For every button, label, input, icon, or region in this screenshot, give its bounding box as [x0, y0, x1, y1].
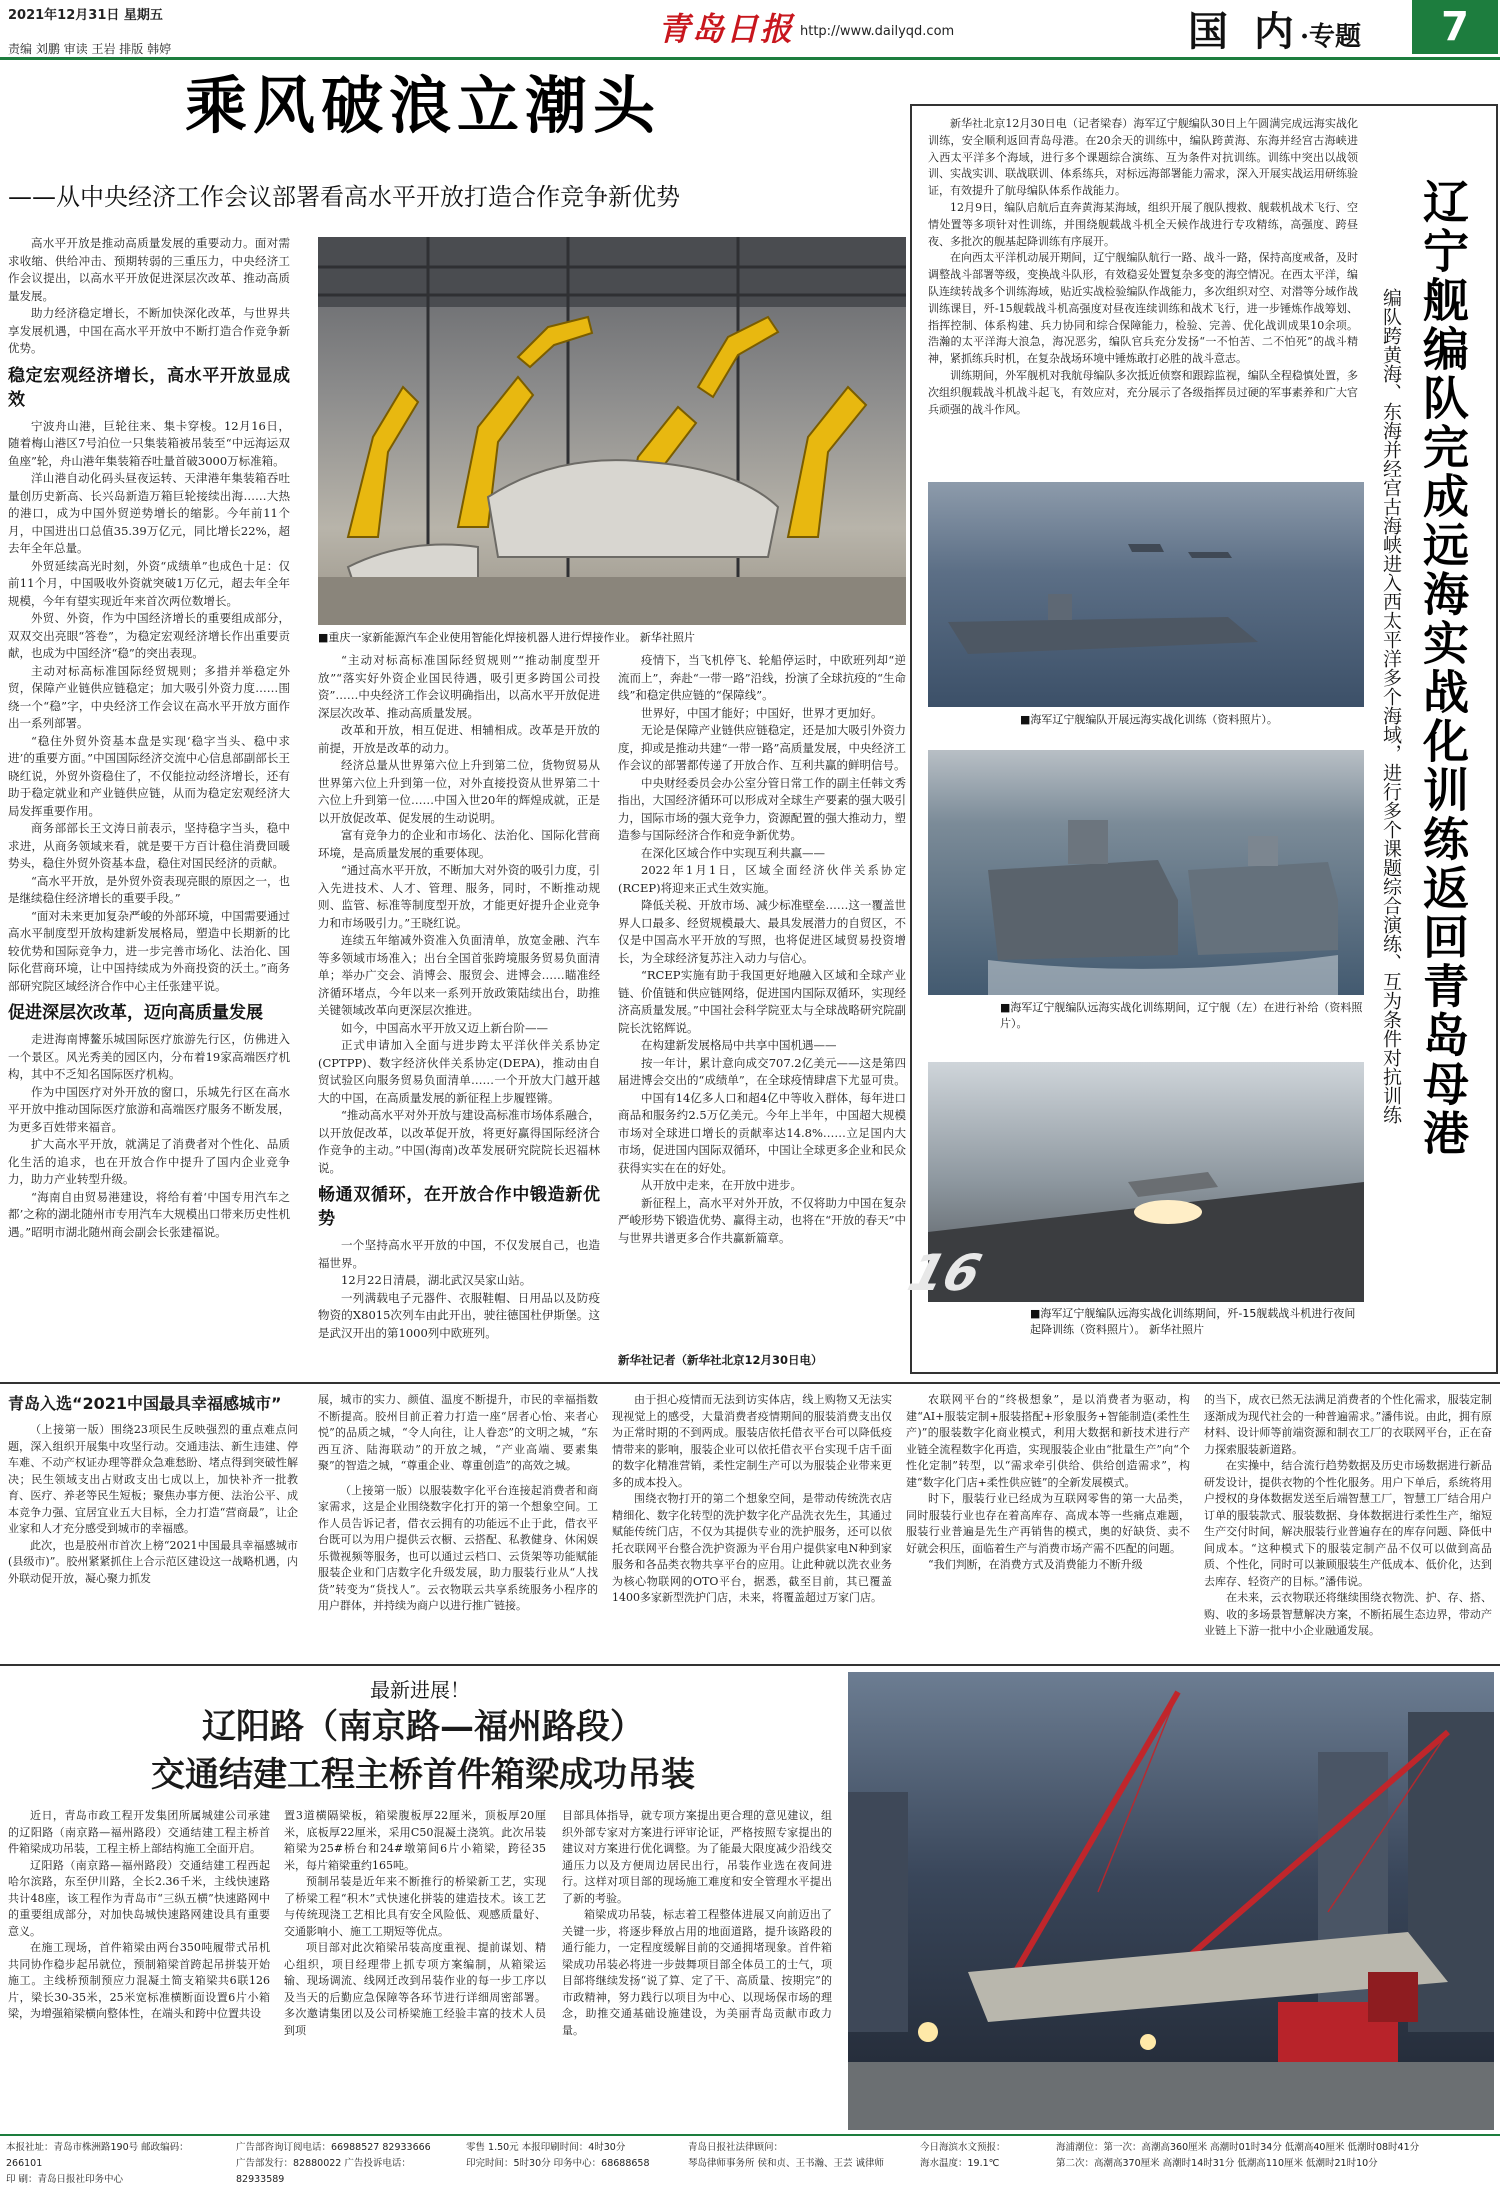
lead-column-2	[318, 652, 600, 1372]
section-divider	[0, 1664, 1500, 1666]
footer-address: 本报社址：青岛市株洲路190号 邮政编码：266101 印 刷：青岛日报社印务中心	[6, 2142, 189, 2185]
paragraph: 农联网平台的“终极想象”，是以消费者为驱动，构建“AI+服装定制+服装搭配+形象服务+智能制造(柔性生产)”的服装数字化商业模式，利用大数据和新技术进行产业链全流程数字化再造，实现服装企业由“批量生产”向“个性化定制”转型，以“需求牵引供给、供给创造需求”，构建“数字化门店+柔性供应链”的全新发展模式。	[906, 1393, 1190, 1489]
footer-tide: 海浦潮位：第一次：高潮高360厘米 高潮时01时34分 低潮高40厘米 低潮时08时41分 第二次：高潮高370厘米 高潮时14时31分 低潮高110厘米 低潮时21时10分	[1056, 2142, 1420, 2169]
paragraph: “面对未来更加复杂严峻的外部环境，中国需要通过高水平制度型开放构建新发展格局，塑造中长期新的比较优势和国际竞争力，进一步完善市场化、法治化、国际化营商环境，让中国持续成为外商投资的沃土。”商务部研究院区域经济合作中心主任张建平说。	[8, 908, 290, 993]
paragraph: 项目部对此次箱梁吊装高度重视、提前谋划、精心组织，项目经理带上抓专项方案编制，从箱梁运输、现场调流、线网迁改到吊装作业的每一步工序以及当天的后勤应急保障等各环节进行详细周密部署。多次邀请集团以及公司桥梁施工经验丰富的技术人员到项	[284, 1941, 546, 2037]
paragraph: “推动高水平对外开放与建设高标准市场体系融合，以开放促改革，以改革促开放，将更好赢得国际经济合作竞争的主动。”中国(海南)改革发展研究院院长迟福林说。	[318, 1108, 600, 1175]
navy-photo-caption-1: ■海军辽宁舰编队开展远海实战化训练（资料照片）。	[1020, 713, 1278, 726]
paragraph: 作为中国医疗对外开放的窗口，乐城先行区在高水平开放中推动国际医疗旅游和高端医疗服务不断发展，为更多百姓带来福音。	[8, 1084, 290, 1134]
paragraph: 外贸延续高光时刻，外资“成绩单”也成色十足：仅前11个月，中国吸收外资就突破1万亿元，超去年全年规模，今年有望实现近年来首次两位数增长。	[8, 558, 290, 608]
carrier-photo-svg	[928, 482, 1364, 707]
paragraph: 按一年计，累计意向成交707.2亿美元——这是第四届进博会交出的“成绩单”，在全球疫情肆虐下尤显可贵。	[618, 1055, 906, 1087]
section-subname: ·专题	[1299, 22, 1361, 52]
footer-hydro: 今日海滨水文预报： 海水温度：19.1℃	[920, 2142, 1006, 2169]
paragraph: 近日，青岛市政工程开发集团所属城建公司承建的辽阳路（南京路—福州路段）交通结建工程主桥首件箱梁成功吊装，工程主桥上部结构施工全面开启。	[8, 1809, 270, 1855]
jet-photo-svg	[895, 1062, 1364, 1303]
paragraph: （上接第一版）以服装数字化平台连接起消费者和商家需求，这是企业围绕数字化打开的第一个想象空间。工作人员告诉记者，借衣云拥有的功能远不止于此，借衣平台既可以为用户提供云衣橱、云搭配、私教健身、休闲娱乐微视频等服务，也可以通过云档口、云货架等功能赋能服装企业和门店数字化升级发展，助力服装行业从“人找货”转变为“货找人”。云衣物联云共享系统服务小程序的用户群体，并持续为商户以进行推广链接。	[318, 1483, 598, 1612]
paragraph: 正式申请加入全面与进步跨太平洋伙伴关系协定(CPTPP)、数字经济伙伴关系协定(DEPA)，推动由自贸试验区向服务贸易负面清单……一个开放大门越开越大的中国，在高质量发展的新征程上步履铿锵。	[318, 1038, 600, 1105]
paragraph: 时下，服装行业已经成为互联网零售的第一大品类，同时服装行业也存在着高库存、高成本等一些痛点难题，服装行业普遍是先生产再销售的模式，奥的好缺货、卖不好就会积压，面临着生产与消费市场产需不匹配的问题。	[906, 1492, 1190, 1555]
lead-headline: 乘风破浪立潮头	[185, 69, 662, 142]
paragraph: （上接第一版）围绕23项民生反映强烈的重点难点问题，深入组织开展集中攻坚行动。交通违法、新生违建、停车难、不动产权证办理等群众急难愁盼、堵点得到突破性解决；民生领域支出占财政支出七成以上，加快补齐一批教育、医疗、养老等民生短板；聚焦办事方便、法治公平、成本竞争力强、宜居宜业五大目标，全力打造“营商最”，让企业家和人才充分感受到城市的幸福感。	[8, 1423, 298, 1535]
bridge-headline-line-2: 交通结建工程主桥首件箱梁成功吊装	[151, 1755, 695, 1795]
paragraph: 训练期间，外军舰机对我航母编队多次抵近侦察和跟踪监视，编队全程稳慎处置，多次组织舰载战斗机战斗起飞，有效应对，充分展示了各级指挥员过硬的军事素养和广大官兵顽强的战斗作风。	[928, 368, 1358, 416]
paragraph: 高水平开放是推动高质量发展的重要动力。面对需求收缩、供给冲击、预期转弱的三重压力，中央经济工作会议提出，以高水平开放促进深层次改革、推动高质量发展。	[8, 236, 290, 303]
paragraph: 主动对标高标准国际经贸规则；多措并举稳定外贸，保障产业链供应链稳定；加大吸引外资力度……围绕一个“稳”字，中央经济工作会议在高水平开放方面作出一系列部署。	[8, 663, 290, 730]
qingdao-column-1	[8, 1422, 298, 1658]
factory-robot-photo	[318, 237, 906, 625]
navy-subheadline: 编队跨黄海、东海并经宫古海峡进入西太平洋多个海域，进行多个课题综合演练、互为条件对抗训练	[1380, 288, 1402, 1124]
bridge-column-3	[562, 1808, 832, 2128]
paragraph: 在深化区域合作中实现互利共赢——	[641, 845, 825, 860]
paragraph: 在构建新发展格局中共享中国机遇——	[641, 1038, 837, 1052]
qingdao-column-4	[906, 1392, 1190, 1658]
paragraph: 的当下，成衣已然无法满足消费者的个性化需求，服装定制逐渐成为现代社会的一种普遍需求。”潘伟说。由此，拥有原材料、设计师等前端资源和制衣工厂的衣联网平台，正在奋力探索服装新道路。	[1204, 1393, 1492, 1456]
paragraph: 箱梁成功吊装，标志着工程整体进展又向前迈出了关键一步，将逐步释放占用的地面道路，提升该路段的通行能力，一定程度缓解目前的交通拥堵现象。首件箱梁成功吊装必将进一步鼓舞项目部全体员工的士气，项目部将继续发扬“说了算、定了干、高质量、按期完”的市政精神，努力践行以项目为中心、以现场保市场的理念，助推交通基础设施建设，为美丽青岛贡献市政力量。	[562, 1908, 832, 2037]
qingdao-column-5	[1204, 1392, 1492, 1658]
page-number: 7	[1441, 4, 1469, 50]
paragraph: “高水平开放，是外贸外资表现亮眼的原因之一，也是继续稳住经济增长的重要手段。”	[8, 873, 290, 905]
lead-column-1	[8, 235, 290, 1385]
lead-subhead: ——从中央经济工作会议部署看高水平开放打造合作竞争新优势	[8, 183, 680, 211]
paragraph: 降低关税、开放市场、减少标准壁垒……这一覆盖世界人口最多、经贸规模最大、最具发展潜力的自贸区，不仅是中国高水平开放的写照，也将促进区域贸易投资增长，为全球经济复苏注入动力与信心。	[618, 898, 906, 965]
paragraph: 如今，中国高水平开放又迈上新台阶——	[341, 1020, 548, 1035]
paragraph: 经济总量从世界第六位上升到第二位，货物贸易从世界第六位上升到第一位，对外直接投资从世界第二十六位上升到第一位……中国入世20年的辉煌成就，正是以开放促改革、促发展的生动说明。	[318, 758, 600, 825]
masthead-rule	[0, 57, 1500, 60]
paragraph: “我们判断，在消费方式及消费能力不断升级	[928, 1558, 1143, 1571]
paragraph: 2022年1月1日，区域全面经济伙伴关系协定(RCEP)将迎来正式生效实施。	[618, 863, 906, 895]
paragraph: 无论是保障产业链供应链稳定，还是加大吸引外资力度，抑或是推动共建“一带一路”高质量发展，中央经济工作会议的部署都传递了开放合作、互利共赢的鲜明信号。	[618, 723, 906, 772]
navy-body	[928, 116, 1358, 466]
paragraph: 新征程上，高水平对外开放，不仅将助力中国在复杂严峻形势下锻造优势、赢得主动，也将在“开放的春天”中与世界共谱更多合作共赢新篇章。	[618, 1195, 906, 1245]
footer-advert-phone: 广告部咨询订阅电话：66988527 82933666 广告部发行：82880022 广告投诉电话：82933589	[236, 2142, 431, 2185]
issue-date: 2021年12月31日 星期五	[8, 8, 163, 23]
bridge-column-2	[284, 1808, 546, 2128]
editors-line: 责编 刘鹏 审读 王岩 排版 韩婷	[8, 42, 172, 56]
resupply-photo-svg	[928, 750, 1364, 995]
navy-headline: 辽宁舰编队完成远海实战化训练返回青岛母港	[1416, 178, 1470, 1158]
footer	[0, 2138, 1500, 2185]
paragraph: 围绕衣物打开的第二个想象空间，是带动传统洗衣店精细化、数字化转型的洗护数字化产品洗衣先生，其通过赋能传统门店，不仅为其提供专业的洗护服务，还可以依托衣联网平台整合洗护资源为平台用户提供家电N种到家服务和各品类衣物共享平台的应用。让此种就以洗衣业务为核心物联网的OTO平台，据悉，截至目前，其已覆盖1400多家新型洗护门店，未来，将覆盖超过万家门店。	[612, 1492, 892, 1604]
paragraph: 展，城市的实力、颜值、温度不断提升，市民的幸福指数不断提高。胶州目前正着力打造一座“居者心怡、来者心悦”的品质之城，“令人向往，让人眷恋”的文明之城，“东西互济、陆海联动”的开放之城，“产业高端、要素集聚”的智造之城，“尊重企业、尊重创造”的高效之城。	[318, 1393, 598, 1472]
lead-byline: 新华社记者（新华社北京12月30日电）	[618, 1353, 823, 1367]
lead-subhead-2: 促进深层次改革，迈向高质量发展	[8, 1003, 263, 1023]
bridge-night-photo	[848, 1672, 1494, 2130]
qingdao-headline: 青岛入选“2021中国最具幸福感城市”	[8, 1394, 282, 1413]
paragraph: 改革和开放，相互促进、相辅相成。改革是开放的前提，开放是改革的动力。	[318, 723, 600, 755]
paragraph: “稳住外贸外资基本盘是实现‘稳字当头、稳中求进’的重要方面。”中国国际经济交流中心信息部副部长王晓红说，外贸外资稳住了，不仅能拉动经济增长，还有助于稳定就业和产业链供应链，从而为稳定宏观经济大局发挥重要作用。	[8, 733, 290, 818]
carrier-sea-photo	[928, 482, 1364, 707]
paragraph: 商务部部长王文涛日前表示，坚持稳字当头，稳中求进，从商务领域来看，就是要干方百计稳住消费回暖势头，稳住外贸外资基本盘，稳住对国民经济的贡献。	[8, 821, 290, 870]
footer-rule	[0, 2134, 1500, 2136]
bridge-column-1	[8, 1808, 270, 2128]
paragraph: “海南自由贸易港建设，将给有着‘中国专用汽车之都’之称的湖北随州市专用汽车大规模出口带来历史性机遇。”昭明市湖北随州商会副会长张建福说。	[8, 1189, 290, 1239]
paragraph: 扩大高水平开放，就满足了消费者对个性化、品质化生活的追求，也在开放合作中提升了国内企业竞争力，助力产业转型升级。	[8, 1137, 290, 1186]
factory-photo-svg	[318, 237, 906, 625]
lead-subhead-3: 畅通双循环，在开放合作中锻造新优势	[318, 1185, 600, 1229]
paragraph: 置3道横隔梁板，箱梁腹板厚22厘米，顶板厚20厘米，底板厚22厘米，采用C50混凝土浇筑。此次吊装箱梁为25#桥台和24#墩第间6片小箱梁，跨径35米，每片箱梁重约165吨。	[284, 1809, 546, 1872]
paragraph: 世界好，中国才能好；中国好，世界才更加好。	[641, 705, 883, 720]
paragraph: 在实操中，结合流行趋势数据及历史市场数据进行新品研发设计，提供衣物的个性化服务。用户下单后，系统将用户授权的身体数据发送至后端智慧工厂，智慧工厂结合用户订单的服装款式、服装数据、身体数据进行柔性生产，缩短生产交付时间，解决服装行业普遍存在的库存问题、降低中间成本。“这种模式下的服装定制产品不仅可以做到高品质、个性化，同时可以兼顾服装生产低成本、低价化，达到去库存、轻资产的目标。”潘伟说。	[1204, 1459, 1492, 1588]
paragraph: 洋山港自动化码头昼夜运转、天津港年集装箱吞吐量创历史新高、长兴岛新造万箱巨轮接续出海……大热的港口，成为中国外贸逆势增长的缩影。今年前11个月，中国进出口总值35.39万亿元，同比增长22%，超去年全年总量。	[8, 471, 290, 555]
qingdao-column-3	[612, 1392, 892, 1658]
jet-launch-photo	[895, 1062, 1364, 1303]
qingdao-column-2	[318, 1392, 598, 1658]
paragraph: 宁波舟山港，巨轮往来、集卡穿梭。12月16日，随着梅山港区7号泊位一只集装箱被吊装至“中远海运双鱼座”轮，舟山港年集装箱吞吐量首破3000万标准箱。	[8, 418, 290, 468]
paragraph: “主动对标高标准国际经贸规则”“推动制度型开放”“落实好外资企业国民待遇，吸引更多跨国公司投资”……中央经济工作会议明确指出，以高水平开放促进深层次改革、推动高质量发展。	[318, 653, 600, 720]
lead-column-3	[618, 652, 906, 1348]
paragraph: 连续五年缩减外资准入负面清单，放宽金融、汽车等多领域市场准入；出台全国首张跨境服务贸易负面清单；举办广交会、消博会、服贸会、进博会……瞄准经济循环堵点，今年以来一系列开放政策陆续出台，助推关键领域改革向更深层次推进。	[318, 933, 600, 1017]
paragraph: 辽阳路（南京路—福州路段）交通结建工程西起哈尔滨路，东至伊川路，全长2.36千米，主线快速路共计48座，该工程作为青岛市“三纵五横”快速路网中的重要组成部分，对加快岛城快速路网建设具有重要意义。	[8, 1858, 270, 1938]
section-title	[1188, 0, 1361, 54]
paragraph: 一个坚持高水平开放的中国，不仅发展自己，也造福世界。	[318, 1238, 600, 1270]
paragraph: “RCEP实施有助于我国更好地融入区域和全球产业链、价值链和供应链网络，促进国内国际双循环，实现经济高质量发展。”中国社会科学院亚太与全球战略研究院副院长沈铭辉说。	[618, 968, 906, 1035]
paragraph: 中国有14亿多人口和超4亿中等收入群体，每年进口商品和服务约2.5万亿美元。今年上半年，中国超大规模市场对全球进口增长的贡献率达14.8%……立足国内大市场，促进国内国际双循环，中国让全球更多企业和民众获得实实在在的好处。	[618, 1090, 906, 1175]
paragraph: 富有竞争力的企业和市场化、法治化、国际化营商环境，是高质量发展的重要体现。	[318, 828, 600, 860]
footer-legal: 青岛日报社法律顾问： 琴岛律师事务所 侯和贞、王书瀚、王芸 诚律师	[688, 2142, 885, 2169]
paragraph: 外贸、外资，作为中国经济增长的重要组成部分，双双交出亮眼“答卷”，为稳定宏观经济增长作出重要贡献，也成为中国经济“稳”的突出表现。	[8, 611, 290, 660]
paragraph: 此次，也是胶州市首次上榜“2021中国最具幸福感城市(县级市)”。胶州紧紧抓住上合示范区建设这一战略机遇，内外联动促开放，凝心聚力抓发	[8, 1538, 298, 1585]
paragraph: 中央财经委员会办公室分管日常工作的副主任韩文秀指出，大国经济循环可以形成对全球生产要素的强大吸引力，国际市场的强大竞争力，资源配置的强大推动力，塑造参与国际经济合作和竞争新优势。	[618, 775, 906, 842]
section-name: 国 内	[1188, 8, 1300, 55]
paragraph: 目部具体指导，就专项方案提出更合理的意见建议，组织外部专家对方案进行评审论证，严格按照专家提出的建议对方案进行优化调整。为了能最大限度减少沿线交通压力以及方便周边居民出行，吊装作业选在夜间进行。这样对项目部的现场施工难度和安全管理水平提出了新的考验。	[562, 1809, 832, 1905]
factory-photo-caption: ■重庆一家新能源汽车企业使用智能化焊接机器人进行焊接作业。 新华社照片	[318, 631, 695, 644]
footer-price-print: 零售 1.50元 本报印刷时间：4时30分 印完时间：5时30分 印务中心：68688658	[466, 2142, 650, 2169]
site-url[interactable]: http://www.dailyqd.com	[800, 24, 955, 39]
navy-photo-caption-3: ■海军辽宁舰编队远海实战化训练期间，歼-15舰载战斗机进行夜间起降训练（资料照片）。 新华社照片	[1030, 1307, 1356, 1336]
page-number-box	[1412, 0, 1498, 54]
paragraph: “通过高水平开放，不断加大对外资的吸引力度，引入先进技术、人才、管理、服务，同时，不断推动规则、监管、标准等制度型开放，才能更好提升企业竞争力和市场吸引力。”王晓红说。	[318, 863, 600, 930]
section-divider	[0, 1382, 1500, 1384]
paragraph: 在施工现场，首件箱梁由两台350吨履带式吊机共同协作稳步起吊就位，预制箱梁首跨起吊拼装开始施工。主线桥预制预应力混凝土简支箱梁共6联126片，梁长30-35米，25米宽标准横断面设置6片小箱梁，为增强箱梁横向整体性，在端头和跨中位置共设	[8, 1941, 270, 2020]
bridge-headline-line-1: 辽阳路（南京路—福州路段）	[202, 1707, 644, 1747]
paragraph: 一列满载电子元器件、衣服鞋帽、日用品以及防疫物资的X8015次列车由此开出，驶往德国杜伊斯堡。这是武汉开出的第1000列中欧班列。	[318, 1290, 600, 1340]
paragraph: 在未来，云衣物联还将继续围绕衣物洗、护、存、搭、购、收的多场景智慧解决方案，不断拓展生态边界，带动产业链上下游一批中小企业融通发展。	[1204, 1591, 1492, 1637]
paragraph: 12月22日清晨，湖北武汉吴家山站。	[341, 1273, 532, 1287]
newspaper-logo: 青岛日报	[658, 10, 795, 48]
bridge-kicker: 最新进展！	[370, 1678, 470, 1702]
paragraph: 走进海南博鳌乐城国际医疗旅游先行区，仿佛进入一个景区。风光秀美的园区内，分布着19家高端医疗机构，其中不乏知名国际医疗机构。	[8, 1032, 290, 1081]
paragraph: 助力经济稳定增长，不断加快深化改革，与世界共享发展机遇，中国在高水平开放中不断打造合作竞争新优势。	[8, 306, 290, 355]
carrier-resupply-photo	[928, 750, 1364, 995]
paragraph: 新华社北京12月30日电（记者梁春）海军辽宁舰编队30日上午圆满完成远海实战化训练，安全顺利返回青岛母港。在20余天的训练中，编队跨黄海、东海并经宫古海峡进入西太平洋多个海域，进行多个课题综合演练、互为条件对抗训练。训练中突出以战领训、实战实训、联战联训、体系练兵，对标远海部署能力需求，深入开展实战运用研练验证，有效提升了航母编队体系作战能力。	[928, 117, 1358, 198]
lead-subhead-1: 稳定宏观经济增长，高水平开放显成效	[8, 365, 290, 410]
deck-number: 16	[895, 1244, 993, 1303]
paragraph: 在向西太平洋机动展开期间，辽宁舰编队航行一路、战斗一路，保持高度戒备，及时调整战斗部署等级，变换战斗队形，有效稳妥处置复杂多变的海空情况。在西太平洋，编队连续转战多个训练海域，贴近实战检验编队作战能力，多次组织对空、对潜等分域作战训练课目，歼-15舰载战斗机高强度对昼夜连续训练和战术飞行，进一步锤炼作战筹划、指挥控制、体系构建、兵力协同和综合保障能力，检验、完善、优化战训成果10余项。浩瀚的太平洋海大浪急，海况恶劣，编队官兵充分发扬“一不怕苦、二不怕死”的战斗精神，紧抓练兵时机，在复杂战场环境中锤炼敢打必胜的战斗意志。	[928, 251, 1358, 366]
paragraph: 预制吊装是近年来不断推行的桥梁新工艺，实现了桥梁工程“积木”式快速化拼装的建造技术。该工艺与传统现浇工艺相比具有安全风险低、观感质量好、交通影响小、施工工期短等优点。	[284, 1875, 546, 1938]
paragraph: 从开放中走来，在开放中进步。	[641, 1178, 802, 1192]
paragraph: 12月9日，编队启航后直奔黄海某海域，组织开展了舰队搜救、舰载机战术飞行、空情处置等多项针对性训练，并围绕舰载战斗机全天候作战进行专攻精练，高强度、跨昼夜、多批次的舰基起降训练有序展开。	[928, 200, 1358, 248]
paragraph: 由于担心疫情而无法到访实体店，线上购物又无法实现视觉上的感受，大量消费者疫情期间的服装消费支出仅为正常时期的不到两成。服装店依托借衣平台可以降低疫情带来的影响，服装企业可以依托借衣平台实现千店千面的数字化精准营销，柔性定制生产可以为服装企业带来更多的成本投入。	[612, 1393, 892, 1489]
masthead	[0, 0, 1500, 62]
navy-photo-caption-2: ■海军辽宁舰编队远海实战化训练期间，辽宁舰（左）在进行补给（资料照片）。	[1000, 1001, 1363, 1030]
paragraph: 疫情下，当飞机停飞、轮船停运时，中欧班列却“逆流而上”，奔赴“一带一路”沿线，扮演了全球抗疫的“生命线”和稳定供应链的“保障线”。	[618, 653, 907, 702]
bridge-photo-svg	[848, 1672, 1494, 2130]
